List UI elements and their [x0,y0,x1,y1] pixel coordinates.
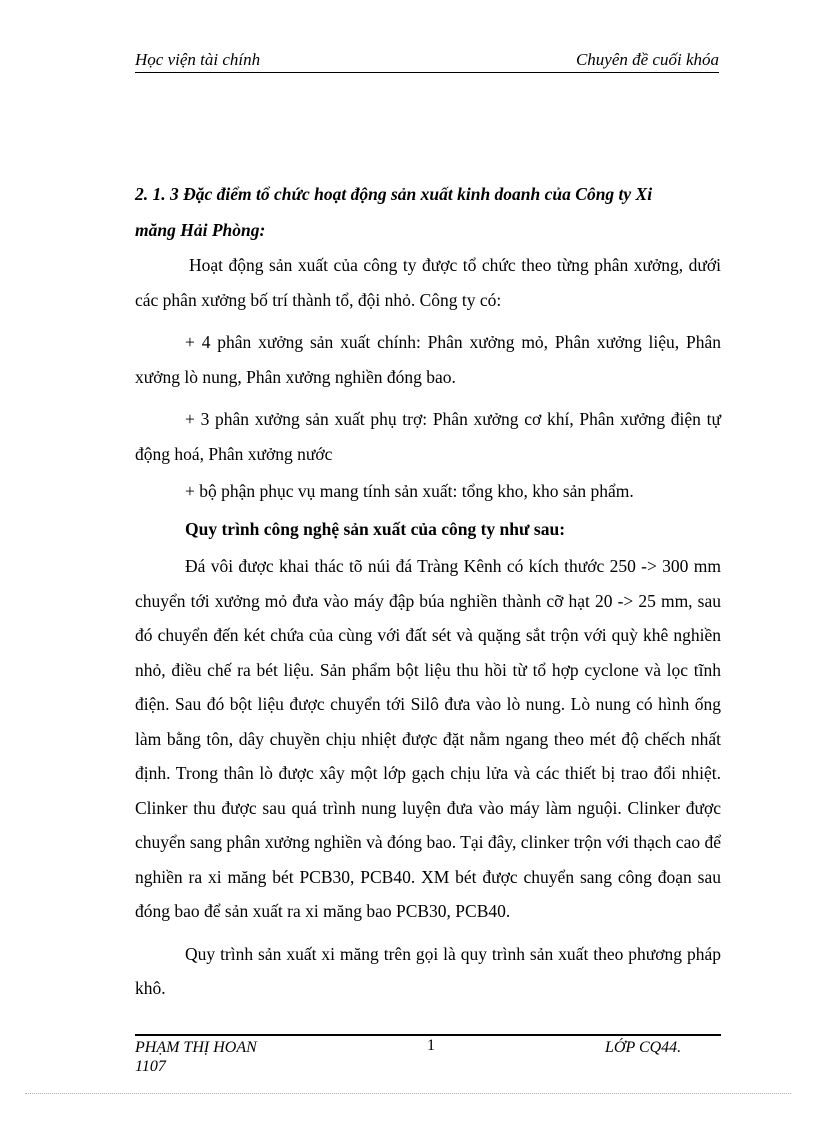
paragraph-service-units: + bộ phận phục vụ mang tính sản xuất: tổng kho, kho sản phẩm. [185,481,634,501]
footer-class: LỚP CQ44. [605,1039,682,1056]
header-report-title: Chuyên đề cuối khóa [575,50,719,69]
header-institution: Học viện tài chính [135,50,261,69]
paragraph-organization: Hoạt động sản xuất của công ty được tổ chức theo từng phân xưởng, dưới các phân xưởng bố trí thành tổ, đội nhỏ. Công ty có: [135,255,721,310]
paragraph-process-description: Đá vôi được khai thác tõ núi đá Tràng Kênh có kích thước 250 -> 300 mm chuyển tới xưởng mỏ đưa vào máy đập búa nghiền thành cỡ hạt 20 -> 25 mm, sau đó chuyển đến két chứa của cùng với đất sét và quặng sắt trộn với quỳ khê nghiền nhỏ, điều chế ra bét liệu. Sản phẩm bột liệu thu hồi từ tổ hợp cyclone và lọc tĩnh điện. Sau đó bột liệu được chuyển tới Silô đưa vào lò nung. Lò nung có hình ống làm bằng tôn, dây chuyền chịu nhiệt được đặt nằm ngang theo mét độ chếch nhất định. Trong thân lò được xây một lớp gạch chịu lửa và các thiết bị trao đổi nhiệt. Clinker thu được sau quá trình nung luyện đưa vào máy làm nguội. Clinker được chuyển sang phân xưởng nghiền và đóng bao. Tại đây, clinker trộn với thạch cao để nghiền ra xi măng bét PCB30, PCB40. XM bét được chuyển sang công đoạn sau đóng bao để sản xuất ra xi măng bao PCB30, PCB40. [135,556,721,921]
section-title-line2: măng Hải Phòng: [135,220,266,240]
page-boundary [25,1093,791,1094]
page-body [135,176,721,1006]
footer-author-id: 1107 [135,1058,166,1075]
footer-author [135,1038,285,1076]
paragraph-process-heading: Quy trình công nghệ sản xuất của công ty như sau: [185,518,566,539]
paragraph-dry-method: Quy trình sản xuất xi măng trên gọi là quy trình sản xuất theo phương pháp khô. [135,943,721,998]
footer-author-name: PHẠM THỊ HOAN [135,1039,257,1056]
page-number: 1 [427,1037,435,1054]
section-title-line1: 2. 1. 3 Đặc điểm tổ chức hoạt động sản xuất kinh doanh của Công ty Xi [135,184,653,204]
page-header [135,48,719,73]
paragraph-main-workshops: + 4 phân xưởng sản xuất chính: Phân xưởng mỏ, Phân xưởng liệu, Phân xưởng lò nung, Phân xưởng nghiền đóng bao. [135,332,721,387]
section-title [135,176,721,248]
paragraph-support-workshops: + 3 phân xưởng sản xuất phụ trợ: Phân xưởng cơ khí, Phân xưởng điện tự động hoá, Phân xưởng nước [135,409,721,464]
